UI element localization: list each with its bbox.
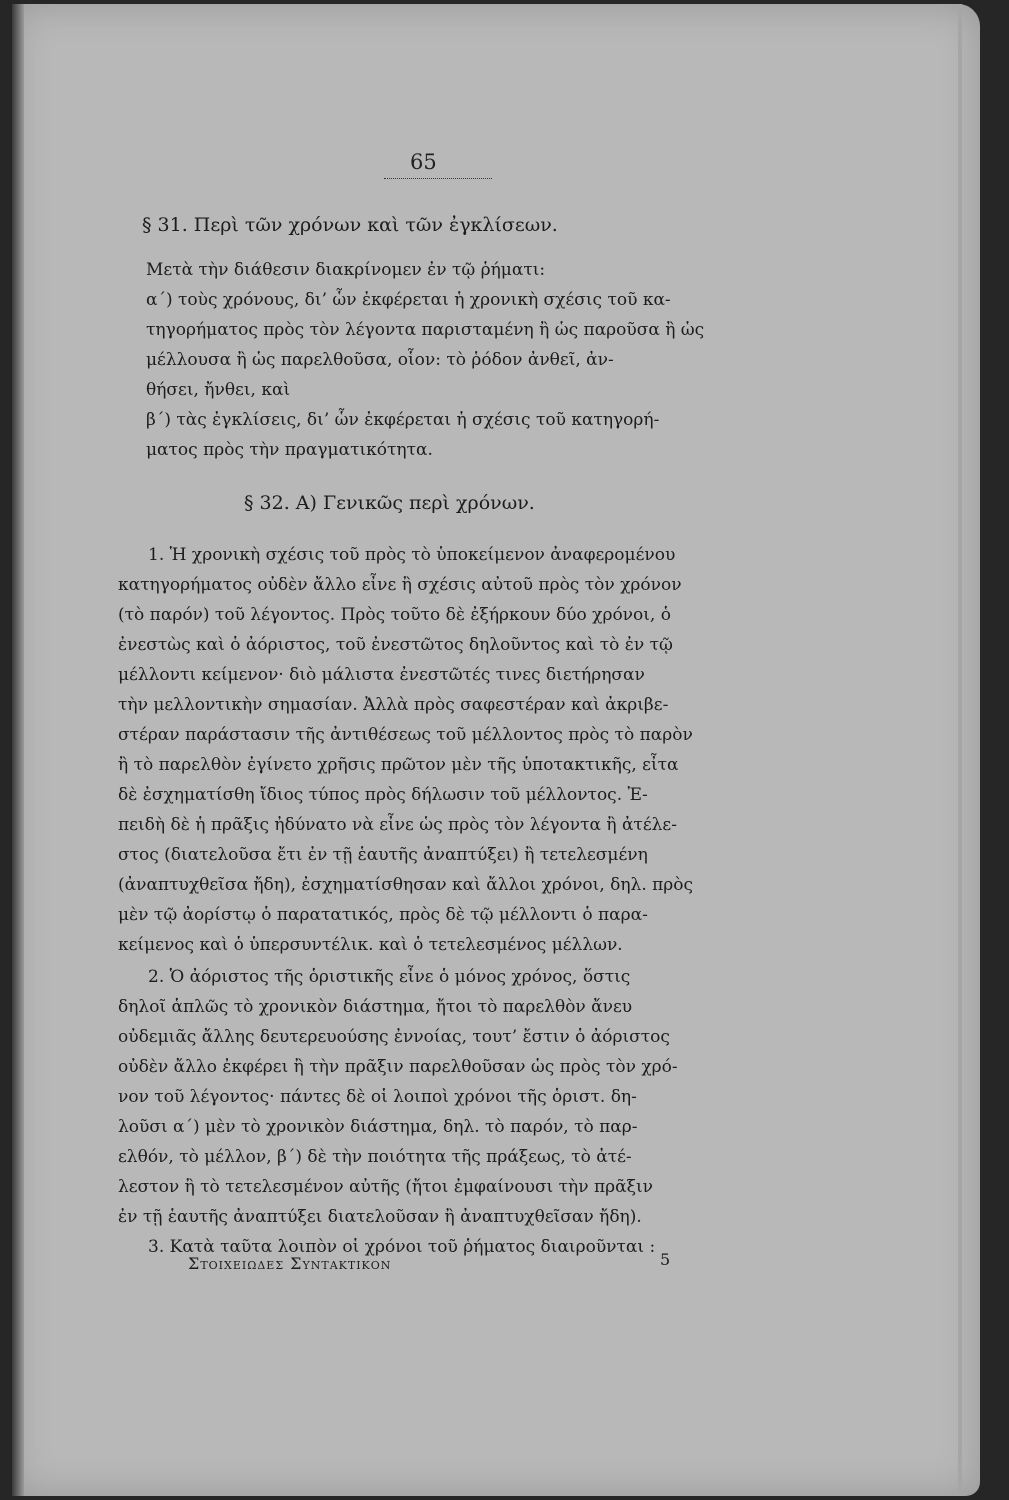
text-line: α΄) τοὺς χρόνους, δι’ ὧν ἐκφέρεται ἡ χρονικὴ σχέσις τοῦ κα- <box>146 290 671 310</box>
text-line: (τὸ παρόν) τοῦ λέγοντος. Πρὸς τοῦτο δὲ ἐξήρκουν δύο χρόνοι, ὁ <box>118 605 671 625</box>
text-line: νον τοῦ λέγοντος· πάντες δὲ οἱ λοιποὶ χρόνοι τῆς ὁριστ. δη- <box>118 1087 637 1107</box>
text-line: 3. Κατὰ ταῦτα λοιπὸν οἱ χρόνοι τοῦ ῥήματος διαιροῦνται : <box>148 1237 656 1257</box>
text-line: κατηγορήματος οὐδὲν ἄλλο εἶνε ἢ σχέσις αὐτοῦ πρὸς τὸν χρόνον <box>118 575 682 595</box>
text-line: στέραν παράστασιν τῆς ἀντιθέσεως τοῦ μέλλοντος πρὸς τὸ παρὸν <box>118 725 693 745</box>
text-line: μέλλοντι κείμενον· διὸ μάλιστα ἐνεστῶτές τινες διετήρησαν <box>118 665 645 685</box>
text-line: Μετὰ τὴν διάθεσιν διακρίνομεν ἐν τῷ ῥήματι: <box>146 260 546 280</box>
footer-signature-mark: 5 <box>660 1250 671 1269</box>
text-line: κείμενος καὶ ὁ ὑπερσυντέλικ. καὶ ὁ τετελεσμένος μέλλων. <box>118 935 623 955</box>
text-line: λοῦσι α΄) μὲν τὸ χρονικὸν διάστημα, δηλ. τὸ παρόν, τὸ παρ- <box>118 1117 638 1137</box>
text-line: 2. Ὁ ἀόριστος τῆς ὁριστικῆς εἶνε ὁ μόνος χρόνος, ὅστις <box>148 967 631 987</box>
text-line: ελθόν, τὸ μέλλον, β΄) δὲ τὴν ποιότητα τῆς πράξεως, τὸ ἀτέ- <box>118 1147 632 1167</box>
text-line: ἢ τὸ παρελθὸν ἐγίνετο χρῆσις πρῶτον μὲν τῆς ὑποτακτικῆς, εἶτα <box>118 755 679 775</box>
text-line: ματος πρὸς τὴν πραγματικότητα. <box>146 440 433 460</box>
text-line: ἐνεστὼς καὶ ὁ ἀόριστος, τοῦ ἐνεστῶτος δηλοῦντος καὶ τὸ ἐν τῷ <box>118 635 673 655</box>
text-line: ἐν τῇ ἑαυτῆς ἀναπτύξει διατελοῦσαν ἢ ἀναπτυχθεῖσαν ἤδη). <box>118 1207 642 1227</box>
text-line: οὐδὲν ἄλλο ἐκφέρει ἢ τὴν πρᾶξιν παρελθοῦσαν ὡς πρὸς τὸν χρό- <box>118 1057 678 1077</box>
section-heading-31: § 31. Περὶ τῶν χρόνων καὶ τῶν ἐγκλίσεων. <box>142 214 558 236</box>
text-line: τηγορήματος πρὸς τὸν λέγοντα παρισταμένη ἢ ὡς παροῦσα ἢ ὡς <box>146 320 705 340</box>
text-line: μὲν τῷ ἀορίστῳ ὁ παρατατικός, πρὸς δὲ τῷ μέλλοντι ὁ παρα- <box>118 905 648 925</box>
text-line: β΄) τὰς ἐγκλίσεις, δι’ ὧν ἐκφέρεται ἡ σχέσις τοῦ κατηγορή- <box>146 410 660 430</box>
page-number-rule <box>384 178 492 179</box>
section-heading-32: § 32. Α) Γενικῶς περὶ χρόνων. <box>244 492 535 514</box>
text-line: 1. Ἡ χρονικὴ σχέσις τοῦ πρὸς τὸ ὑποκείμενον ἀναφερομένου <box>148 545 676 565</box>
text-line: οὐδεμιᾶς ἄλλης δευτερευούσης ἐννοίας, τουτ’ ἔστιν ὁ ἀόριστος <box>118 1027 670 1047</box>
footer-book-title: Στοιχειωδεσ Συντακτικον <box>188 1254 392 1273</box>
text-line: θήσει, ἤνθει, καὶ <box>146 380 291 400</box>
text-line: λεστον ἢ τὸ τετελεσμένον αὐτῆς (ἤτοι ἐμφαίνουσι τὴν πρᾶξιν <box>118 1177 653 1197</box>
page-number: 65 <box>410 150 437 174</box>
text-line: στος (διατελοῦσα ἔτι ἐν τῇ ἑαυτῆς ἀναπτύξει) ἢ τετελεσμένη <box>118 845 648 865</box>
page-edge <box>958 4 962 1496</box>
text-line: τὴν μελλοντικὴν σημασίαν. Ἀλλὰ πρὸς σαφεστέραν καὶ ἀκριβε- <box>118 695 669 715</box>
text-line: δηλοῖ ἁπλῶς τὸ χρονικὸν διάστημα, ἤτοι τὸ παρελθὸν ἄνευ <box>118 997 633 1017</box>
text-line: δὲ ἐσχηματίσθη ἴδιος τύπος πρὸς δήλωσιν τοῦ μέλλοντος. Ἐ- <box>118 785 648 805</box>
page-footer <box>188 1250 748 1273</box>
text-line: πειδὴ δὲ ἡ πρᾶξις ἠδύνατο νὰ εἶνε ὡς πρὸς τὸν λέγοντα ἢ ἀτέλε- <box>118 815 677 835</box>
book-gutter <box>12 4 24 1496</box>
book-page <box>12 4 980 1496</box>
text-line: (ἀναπτυχθεῖσα ἤδη), ἐσχηματίσθησαν καὶ ἄλλοι χρόνοι, δηλ. πρὸς <box>118 875 694 895</box>
text-line: μέλλουσα ἢ ὡς παρελθοῦσα, οἷον: τὸ ῥόδον ἀνθεῖ, ἀν- <box>146 350 614 370</box>
